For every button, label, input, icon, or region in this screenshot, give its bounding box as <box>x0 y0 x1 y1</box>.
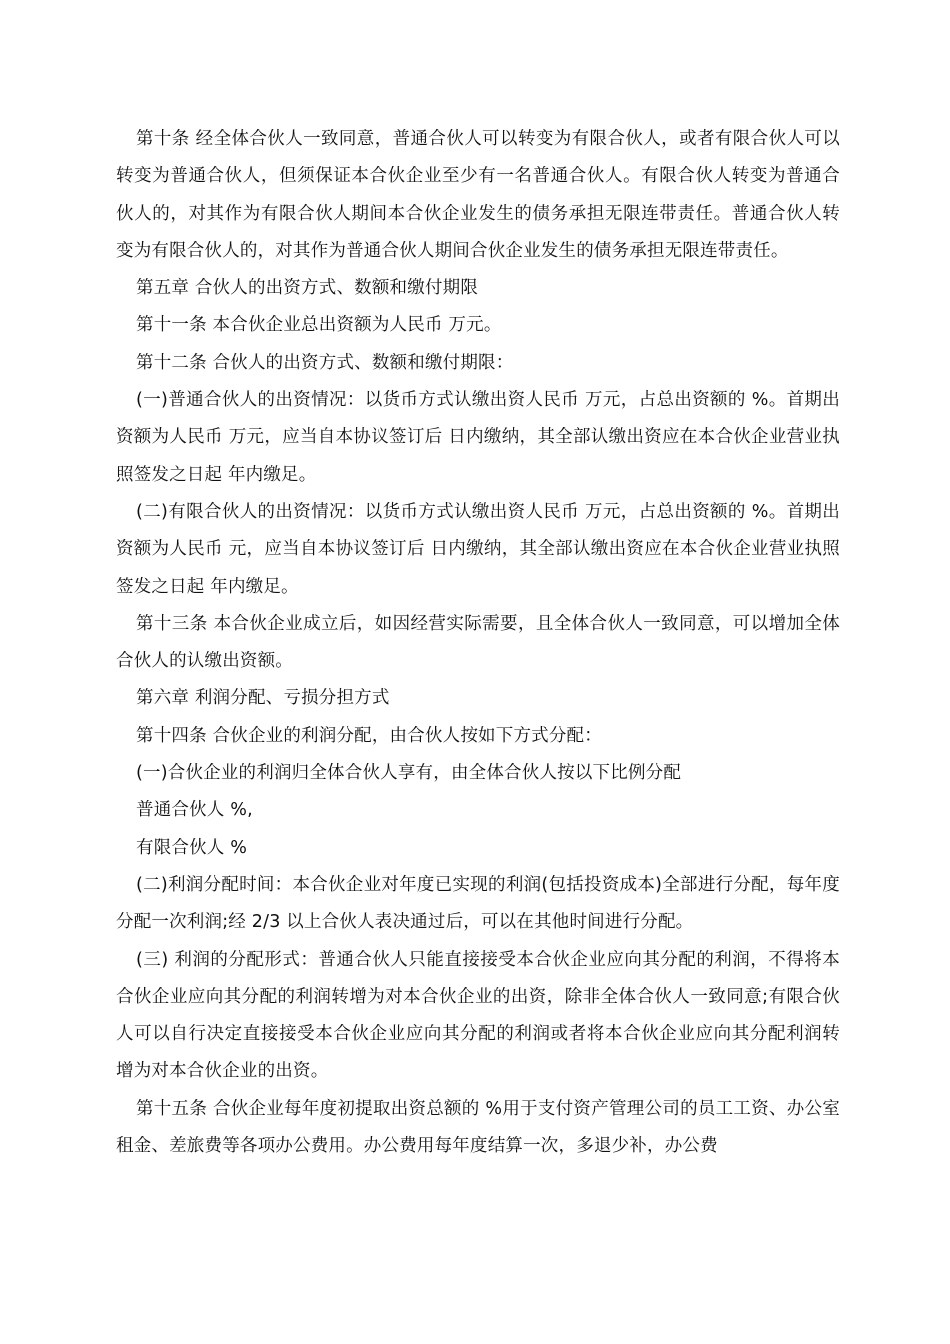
article-14-item-3: (三) 利润的分配形式：普通合伙人只能直接接受本合伙企业应向其分配的利润，不得将本合伙企业应向其分配的利润转增为对本合伙企业的出资，除非全体合伙人一致同意;有限合伙人可以自行决定直接接受本合伙企业应向其分配的利润或者将本合伙企业应向其分配利润转增为对本合伙企业的出资。 <box>116 949 840 1082</box>
article-14-item-2: (二)利润分配时间：本合伙企业对年度已实现的利润(包括投资成本)全部进行分配，每年度分配一次利润;经 2/3 以上合伙人表决通过后，可以在其他时间进行分配。 <box>116 874 840 933</box>
limited-partner-ratio: 有限合伙人 % <box>136 837 248 858</box>
article-15-paragraph: 第十五条 合伙企业每年度初提取出资总额的 %用于支付资产管理公司的员工工资、办公室租金、差旅费等各项办公费用。办公费用每年度结算一次，多退少补，办公费 <box>116 1098 840 1157</box>
article-14-paragraph: 第十四条 合伙企业的利润分配，由合伙人按如下方式分配： <box>136 725 602 746</box>
article-13-paragraph: 第十三条 本合伙企业成立后，如因经营实际需要，且全体合伙人一致同意，可以增加全体合伙人的认缴出资额。 <box>116 613 840 672</box>
article-12-item-1: (一)普通合伙人的出资情况：以货币方式认缴出资人民币 万元，占总出资额的 %。首期出资额为人民币 万元，应当自本协议签订后 日内缴纳，其全部认缴出资应在本合伙企业营业执照签发之日起 年内缴足。 <box>116 390 840 485</box>
document-body <box>116 121 840 1165</box>
article-12-item-2: (二)有限合伙人的出资情况：以货币方式认缴出资人民币 万元，占总出资额的 %。首期出资额为人民币 元，应当自本协议签订后 日内缴纳，其全部认缴出资应在本合伙企业营业执照签发之日起 年内缴足。 <box>116 501 840 597</box>
chapter-6-heading: 第六章 利润分配、亏损分担方式 <box>136 688 390 709</box>
chapter-5-heading: 第五章 合伙人的出资方式、数额和缴付期限 <box>136 278 479 299</box>
article-14-item-1: (一)合伙企业的利润归全体合伙人享有，由全体合伙人按以下比例分配 <box>136 763 682 784</box>
article-11-paragraph: 第十一条 本合伙企业总出资额为人民币 万元。 <box>136 315 502 336</box>
general-partner-ratio: 普通合伙人 %, <box>136 800 253 821</box>
article-12-paragraph: 第十二条 合伙人的出资方式、数额和缴付期限： <box>136 352 514 373</box>
article-10-paragraph: 第十条 经全体合伙人一致同意，普通合伙人可以转变为有限合伙人，或者有限合伙人可以转变为普通合伙人，但须保证本合伙企业至少有一名普通合伙人。有限合伙人转变为普通合伙人的，对其作为有限合伙人期间本合伙企业发生的债务承担无限连带责任。普通合伙人转变为有限合伙人的，对其作为普通合伙人期间合伙企业发生的债务承担无限连带责任。 <box>116 129 840 261</box>
